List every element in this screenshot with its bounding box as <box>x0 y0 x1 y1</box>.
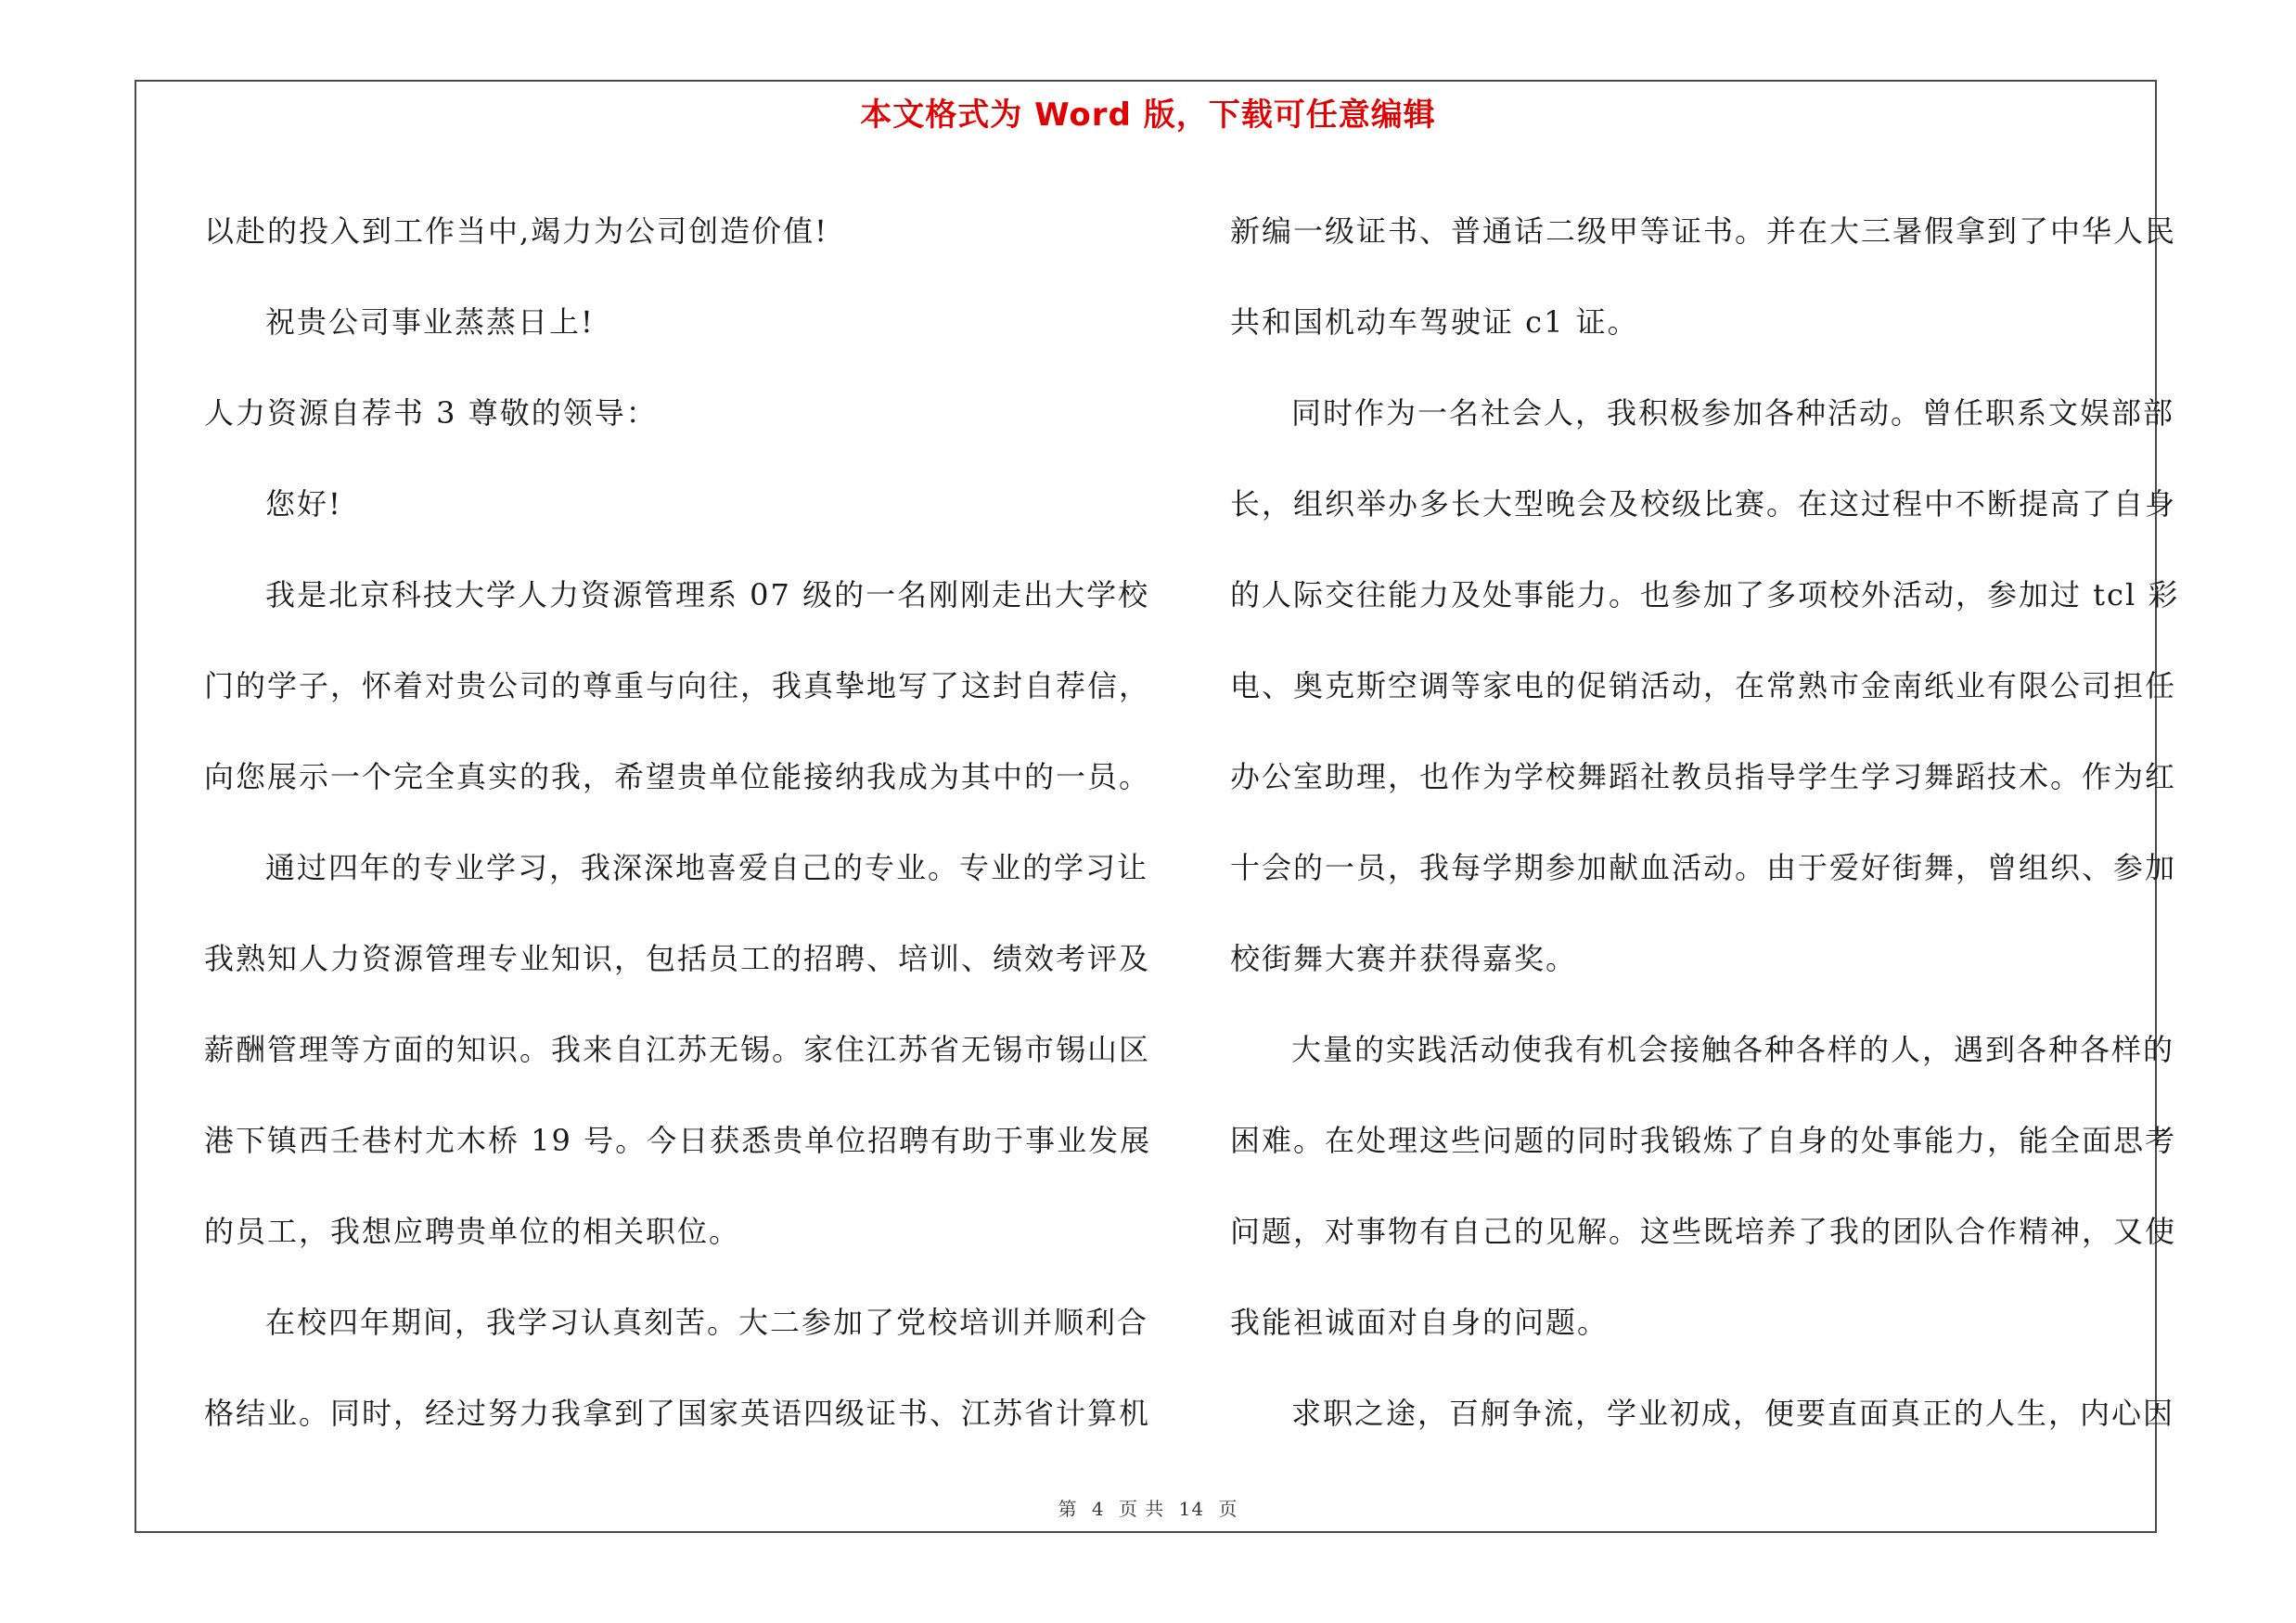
paragraph <box>204 549 1150 822</box>
text-line: 问题，对事物有自己的见解。这些既培养了我的团队合作精神，又使 <box>1230 1214 2177 1249</box>
text-line: 门的学子，怀着对贵公司的尊重与向往，我真挚地写了这封自荐信， <box>204 668 1151 703</box>
text-line: 我熟知人力资源管理专业知识，包括员工的招聘、培训、绩效考评及 <box>204 941 1151 976</box>
paragraph <box>204 186 1150 277</box>
right-text-column <box>1230 186 2180 1459</box>
footer-middle: 页 共 <box>1118 1498 1165 1520</box>
left-text-column <box>204 186 1150 1459</box>
text-line: 共和国机动车驾驶证 c1 证。 <box>1230 304 1639 340</box>
total-page-number: 14 <box>1178 1498 1205 1520</box>
word-format-banner: 本文格式为 Word 版，下载可任意编辑 <box>860 97 1436 134</box>
paragraph <box>1230 367 2180 1004</box>
text-line: 的员工，我想应聘贵单位的相关职位。 <box>204 1214 741 1249</box>
footer-suffix: 页 <box>1218 1498 1238 1520</box>
text-line: 求职之途，百舸争流，学业初成，便要直面真正的人生，内心因 <box>1291 1396 2175 1431</box>
page-number-footer <box>0 1494 2296 1521</box>
footer-prefix: 第 <box>1058 1498 1078 1520</box>
text-line: 长，组织举办多长大型晚会及校级比赛。在这过程中不断提高了自身 <box>1230 486 2177 522</box>
text-line: 港下镇西壬巷村尤木桥 19 号。今日获悉贵单位招聘有助于事业发展 <box>204 1123 1152 1158</box>
current-page-number: 4 <box>1091 1498 1105 1520</box>
paragraph <box>204 277 1150 367</box>
text-line: 在校四年期间，我学习认真刻苦。大二参加了党校培训并顺利合 <box>265 1305 1149 1340</box>
text-line: 困难。在处理这些问题的同时我锻炼了自身的处事能力，能全面思考 <box>1230 1123 2177 1158</box>
text-line: 祝贵公司事业蒸蒸日上! <box>265 304 595 340</box>
text-line: 办公室助理，也作为学校舞蹈社教员指导学生学习舞蹈技术。作为红 <box>1230 759 2177 794</box>
paragraph <box>204 458 1150 549</box>
paragraph <box>204 367 1150 458</box>
text-line: 通过四年的专业学习，我深深地喜爱自己的专业。专业的学习让 <box>265 850 1149 885</box>
paragraph <box>1230 186 2177 367</box>
text-line: 大量的实践活动使我有机会接触各种各样的人，遇到各种各样的 <box>1291 1032 2175 1067</box>
text-line: 同时作为一名社会人，我积极参加各种活动。曾任职系文娱部部 <box>1291 395 2175 431</box>
text-line: 校街舞大赛并获得嘉奖。 <box>1230 941 1578 976</box>
paragraph <box>1230 1368 2175 1459</box>
text-line: 向您展示一个完全真实的我，希望贵单位能接纳我成为其中的一员。 <box>204 759 1151 794</box>
paragraph <box>204 1277 1150 1459</box>
paragraph <box>204 822 1150 1277</box>
text-line: 薪酬管理等方面的知识。我来自江苏无锡。家住江苏省无锡市锡山区 <box>204 1032 1151 1067</box>
text-line: 您好! <box>265 486 342 522</box>
text-line: 我是北京科技大学人力资源管理系 07 级的一名刚刚走出大学校 <box>265 577 1150 612</box>
text-line: 我能袒诚面对自身的问题。 <box>1230 1305 1610 1340</box>
text-line: 人力资源自荐书 3 尊敬的领导： <box>204 395 658 431</box>
text-line: 以赴的投入到工作当中,竭力为公司创造价值! <box>204 213 829 249</box>
text-line: 格结业。同时，经过努力我拿到了国家英语四级证书、江苏省计算机 <box>204 1396 1151 1431</box>
text-line: 电、奥克斯空调等家电的促销活动，在常熟市金南纸业有限公司担任 <box>1230 668 2177 703</box>
text-line: 新编一级证书、普通话二级甲等证书。并在大三暑假拿到了中华人民 <box>1230 213 2177 249</box>
paragraph <box>1230 1004 2177 1368</box>
text-line: 的人际交往能力及处事能力。也参加了多项校外活动，参加过 tcl 彩 <box>1230 577 2180 612</box>
text-line: 十会的一员，我每学期参加献血活动。由于爱好街舞，曾组织、参加 <box>1230 850 2177 885</box>
